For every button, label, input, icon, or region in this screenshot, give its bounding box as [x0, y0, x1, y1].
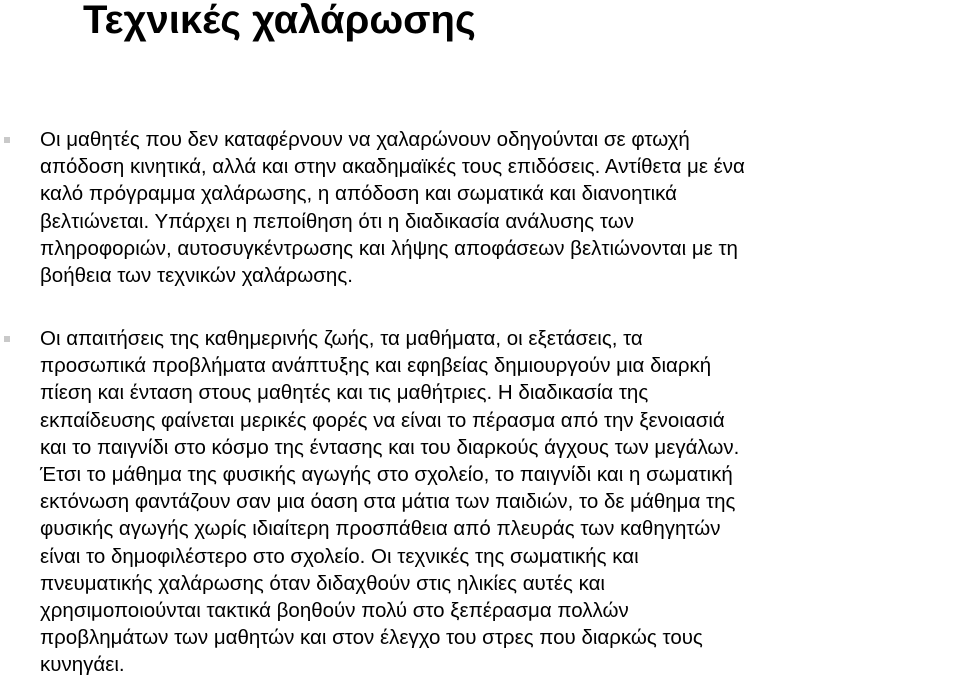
slide-title: Τεχνικές χαλάρωσης [83, 0, 476, 42]
text-line: βοήθεια των τεχνικών χαλάρωσης. [40, 264, 353, 288]
text-line: πνευματικής χαλάρωσης όταν διδαχθούν στις ηλικίες αυτές και [40, 571, 605, 595]
text-line: φυσικής αγωγής χωρίς ιδιαίτερη προσπάθεια από πλευράς των καθηγητών [40, 517, 721, 541]
square-bullet-icon [4, 137, 10, 143]
text-line: είναι το δημοφιλέστερο στο σχολείο. Οι τεχνικές της σωματικής και [40, 544, 639, 568]
square-bullet-icon [4, 336, 10, 342]
bullet-text [40, 325, 958, 679]
text-line: πίεση και ένταση στους μαθητές και τις μαθήτριες. Η διαδικασία της [40, 381, 649, 405]
text-line: προσωπικά προβλήματα ανάπτυξης και εφηβείας δημιουργούν μια διαρκή [40, 354, 712, 378]
text-line: κυνηγάει. [40, 653, 125, 677]
bullet-text [40, 126, 958, 289]
text-line: εκπαίδευσης φαίνεται μερικές φορές να είναι το πέρασμα από την ξενοιασιά [40, 408, 725, 432]
text-line: Οι απαιτήσεις της καθημερινής ζωής, τα μαθήματα, οι εξετάσεις, τα [40, 327, 643, 350]
text-line: πληροφοριών, αυτοσυγκέντρωσης και λήψης αποφάσεων βελτιώνονται με τη [40, 236, 738, 260]
text-line: προβλημάτων των μαθητών και στον έλεγχο του στρες που διαρκώς τους [40, 626, 703, 650]
text-line: Έτσι το μάθημα της φυσικής αγωγής στο σχολείο, το παιγνίδι και η σωματική [40, 463, 733, 487]
text-line: καλό πρόγραμμα χαλάρωσης, η απόδοση και σωματικά και διανοητικά [40, 182, 678, 206]
text-line: βελτιώνεται. Υπάρχει η πεποίθηση ότι η διαδικασία ανάλυσης των [40, 209, 634, 233]
text-line: εκτόνωση φαντάζουν σαν μια όαση στα μάτια των παιδιών, το δε μάθημα της [40, 490, 736, 514]
text-line: Οι μαθητές που δεν καταφέρνουν να χαλαρώνουν οδηγούνται σε φτωχή [40, 128, 690, 151]
text-line: και το παιγνίδι στο κόσμο της έντασης και του διαρκούς άγχους των μεγάλων. [40, 435, 740, 459]
text-line: απόδοση κινητικά, αλλά και στην ακαδημαϊκές τους επιδόσεις. Αντίθετα με ένα [40, 155, 745, 179]
text-line: χρησιμοποιούνται τακτικά βοηθούν πολύ στο ξεπέρασμα πολλών [40, 599, 629, 623]
